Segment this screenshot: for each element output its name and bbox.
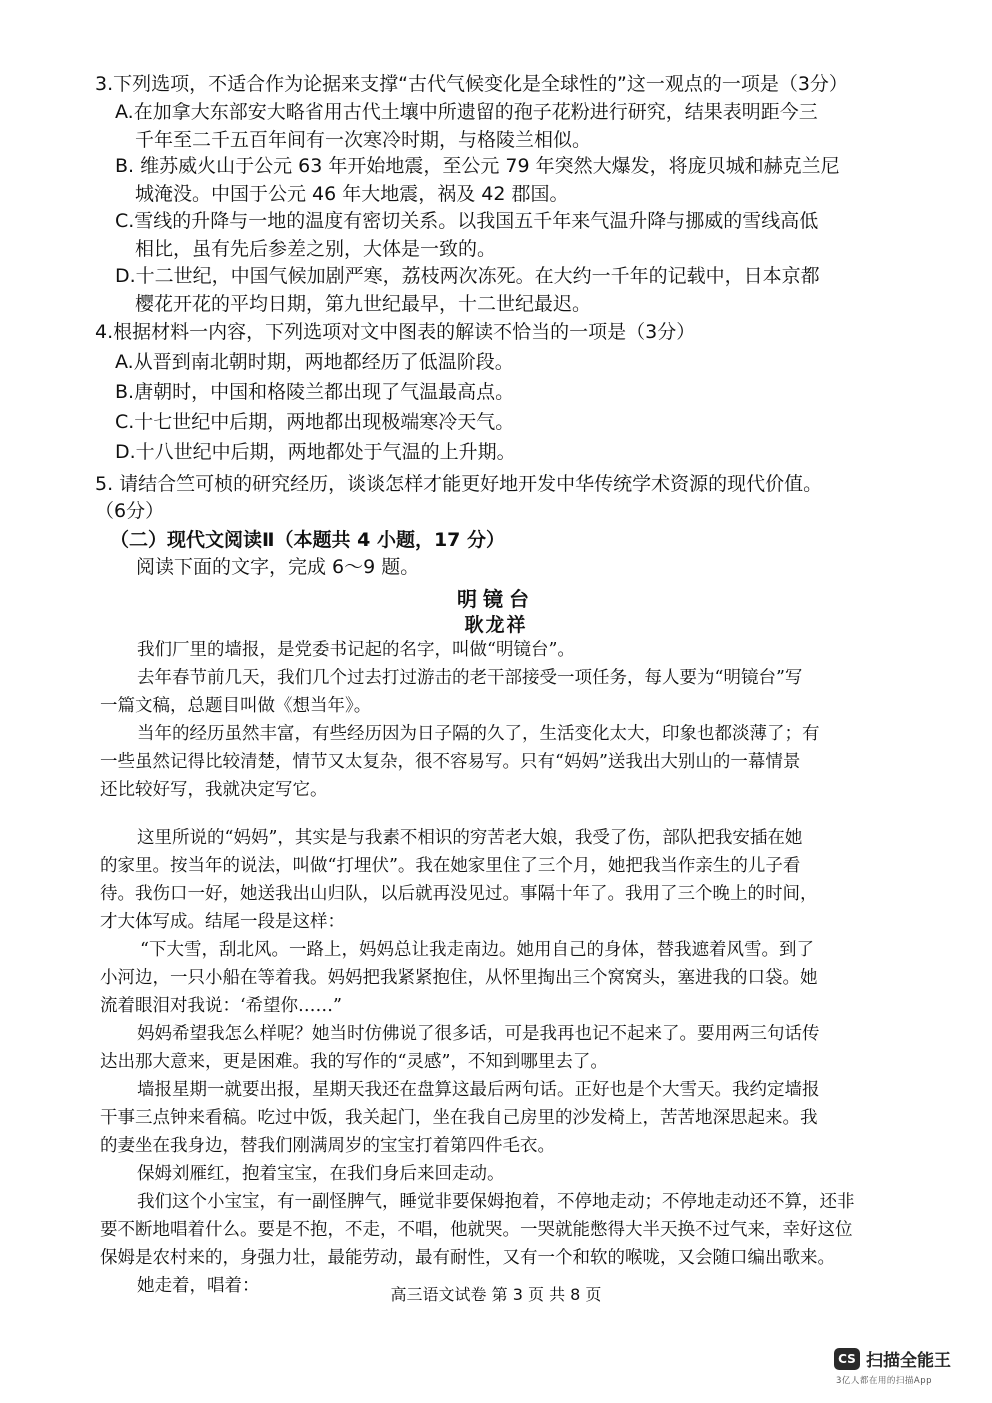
scanner-watermark [834, 1346, 974, 1392]
question-3-stem: 3.下列选项，不适合作为论据来支撑“古代气候变化是全球性的”这一观点的一项是（3分） [95, 73, 848, 95]
article-line: 一篇文稿，总题目叫做《想当年》。 [100, 696, 372, 716]
scanner-tagline: 3亿人都在用的扫描App [836, 1376, 933, 1386]
article-line: 要不断地唱着什么。要是不抱，不走，不唱，他就哭。一哭就能憋得大半天换不过气来，幸好这位 [100, 1220, 853, 1240]
article-line: 小河边，一只小船在等着我。妈妈把我紧紧抱住，从怀里掏出三个窝窝头，塞进我的口袋。她 [100, 968, 818, 988]
article-line: 保姆是农村来的，身强力壮，最能劳动，最有耐性，又有一个和软的喉咙，又会随口编出歌来。 [100, 1248, 835, 1268]
question-5-stem: 5. 请结合竺可桢的研究经历，谈谈怎样才能更好地开发中华传统学术资源的现代价值。 [95, 473, 823, 495]
article-line: 她走着，唱着： [137, 1276, 260, 1296]
article-line: 干事三点钟来看稿。吃过中饭，我关起门，坐在我自己房里的沙发椅上，苦苦地深思起来。我 [100, 1108, 818, 1128]
article-title: 明镜台 [457, 587, 535, 611]
scanner-app-name: 扫描全能王 [866, 1351, 951, 1371]
article-line: 这里所说的“妈妈”，其实是与我素不相识的穷苦老大娘，我受了伤，部队把我安插在她 [137, 828, 803, 848]
question-3-option-b: B. 维苏威火山于公元 63 年开始地震，至公元 79 年突然大爆发，将庞贝城和赫克兰尼 [115, 155, 840, 177]
question-3-option-d-cont: 樱花开花的平均日期，第九世纪最早，十二世纪最迟。 [135, 293, 592, 315]
article-line: 我们这个小宝宝，有一副怪脾气，睡觉非要保姆抱着，不停地走动；不停地走动还不算，还非 [137, 1192, 855, 1212]
article-line: 还比较好写，我就决定写它。 [100, 780, 328, 800]
article-line: 的妻坐在我身边，替我们刚满周岁的宝宝打着第四件毛衣。 [100, 1136, 555, 1156]
article-line: 保姆刘雁红，抱着宝宝，在我们身后来回走动。 [137, 1164, 505, 1184]
question-3-option-b-cont: 城淹没。中国于公元 46 年大地震，祸及 42 郡国。 [135, 183, 569, 205]
question-4-option-b: B.唐朝时，中国和格陵兰都出现了气温最高点。 [115, 381, 515, 403]
question-3-option-a: A.在加拿大东部安大略省用古代土壤中所遗留的孢子花粉进行研究，结果表明距今三 [115, 101, 818, 123]
question-3-option-c: C.雪线的升降与一地的温度有密切关系。以我国五千年来气温升降与挪威的雪线高低 [115, 210, 819, 232]
article-author: 耿龙祥 [464, 614, 528, 636]
section-heading: （二）现代文阅读Ⅱ（本题共 4 小题，17 分） [110, 529, 506, 551]
question-4-option-c: C.十七世纪中后期，两地都出现极端寒冷天气。 [115, 411, 515, 433]
question-5-points: （6分） [95, 500, 165, 522]
article-line: 达出那大意来，更是困难。我的写作的“灵感”，不知到哪里去了。 [100, 1052, 608, 1072]
article-line: 待。我伤口一好，她送我出山归队，以后就再没见过。事隔十年了。我用了三个晚上的时间， [100, 884, 818, 904]
question-3-option-a-cont: 千年至二千五百年间有一次寒冷时期，与格陵兰相似。 [135, 129, 592, 151]
article-line: “下大雪，刮北风。一路上，妈妈总让我走南边。她用自己的身体，替我遮着风雪。到了 [140, 940, 814, 960]
article-line: 去年春节前几天，我们几个过去打过游击的老干部接受一项任务，每人要为“明镜台”写 [137, 668, 803, 688]
article-line: 的家里。按当年的说法，叫做“打埋伏”。我在她家里住了三个月，她把我当作亲生的儿子看 [100, 856, 801, 876]
question-4-option-a: A.从晋到南北朝时期，两地都经历了低温阶段。 [115, 351, 514, 373]
article-line: 流着眼泪对我说：‘希望你……” [100, 996, 343, 1016]
article-line: 一些虽然记得比较清楚，情节又太复杂，很不容易写。只有“妈妈”送我出大别山的一幕情景 [100, 752, 801, 772]
article-line: 妈妈希望我怎么样呢？她当时仿佛说了很多话，可是我再也记不起来了。要用两三句话传 [137, 1024, 820, 1044]
question-3-option-c-cont: 相比，虽有先后参差之别，大体是一致的。 [135, 238, 497, 260]
article-line: 才大体写成。结尾一段是这样： [100, 912, 345, 932]
article-line: 当年的经历虽然丰富，有些经历因为日子隔的久了，生活变化太大，印象也都淡薄了；有 [137, 724, 820, 744]
article-line: 墙报星期一就要出报，星期天我还在盘算这最后两句话。正好也是个大雪天。我约定墙报 [137, 1080, 820, 1100]
article-line: 我们厂里的墙报，是党委书记起的名字，叫做“明镜台”。 [137, 640, 575, 660]
question-4-option-d: D.十八世纪中后期，两地都处于气温的上升期。 [115, 441, 516, 463]
scanner-logo-icon: CS [834, 1348, 860, 1370]
question-3-option-d: D.十二世纪，中国气候加剧严寒，荔枝两次冻死。在大约一千年的记载中，日本京都 [115, 265, 820, 287]
page-footer: 高三语文试卷 第 3 页 共 8 页 [390, 1285, 602, 1304]
question-4-stem: 4.根据材料一内容，下列选项对文中图表的解读不恰当的一项是（3分） [95, 321, 696, 343]
section-instruction: 阅读下面的文字，完成 6～9 题。 [136, 556, 420, 578]
